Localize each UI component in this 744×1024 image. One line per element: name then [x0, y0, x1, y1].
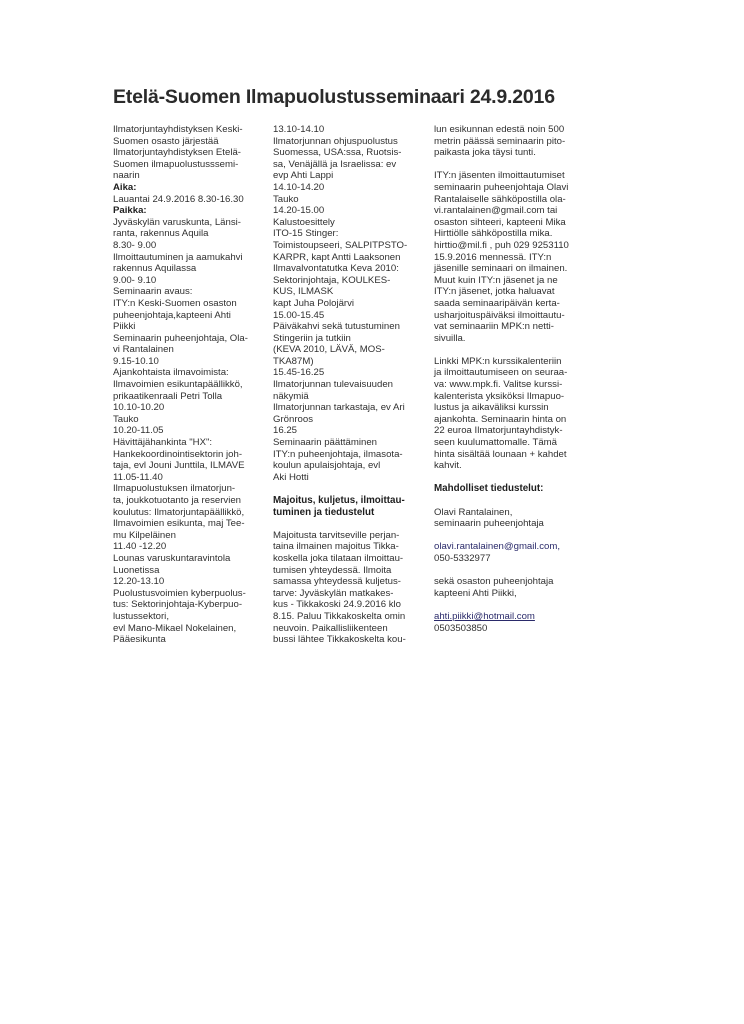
text-line: koulun apulaisjohtaja, evl: [273, 460, 381, 472]
text-line: Stingeriin ja tutkiin: [273, 332, 351, 344]
section-heading: tuminen ja tiedustelut: [273, 506, 375, 518]
text-line: rakennus Aquilassa: [113, 263, 197, 275]
text-line: 9.15-10.10: [113, 355, 159, 367]
text-line: Aki Hotti: [273, 471, 309, 483]
contact-intro: sekä osaston puheenjohtaja: [434, 576, 554, 588]
text-line: ITY:n puheenjohtaja, ilmasota-: [273, 448, 403, 460]
text-line: ja ilmoittautumiseen on seuraa-: [434, 367, 568, 379]
text-line: Ilmatorjunnan ohjuspuolustus: [273, 135, 398, 147]
text-line: 12.20-13.10: [113, 576, 165, 588]
text-line: Sektorinjohtaja, KOULKES-: [273, 274, 391, 286]
text-line: tus: Sektorinjohtaja-Kyberpuo-: [113, 599, 243, 611]
text-line: Linkki MPK:n kurssikalenteriin: [434, 355, 562, 367]
text-line: Ilmatorjuntayhdistyksen Keski-: [113, 124, 243, 135]
text-line: Tauko: [273, 193, 299, 205]
text-line: kus - Tikkakoski 24.9.2016 klo: [273, 599, 401, 611]
text-line: lun esikunnan edestä noin 500: [434, 124, 565, 135]
text-line: neuvoin. Paikallisliikenteen: [273, 622, 388, 634]
text-line: metrin päässä seminaarin pito-: [434, 135, 566, 147]
text-line: koulutus: Ilmatorjuntapäällikkö,: [113, 506, 245, 518]
text-line: evl Mano-Mikael Nokelainen,: [113, 622, 237, 634]
text-line: taina ilmainen majoitus Tikka-: [273, 541, 399, 553]
text-line: puheenjohtaja,kapteeni Ahti: [113, 309, 231, 321]
text-line: Ilmatorjunnan tarkastaja, ev Ari: [273, 402, 405, 414]
text-line: sa, Venäjällä ja Israelissa: ev: [273, 158, 397, 170]
text-line: samassa yhteydessä kuljetus-: [273, 576, 401, 588]
text-line: ITO-15 Stinger:: [273, 228, 339, 240]
text-line: Ilmatorjunnan tulevaisuuden: [273, 379, 394, 391]
text-line: Ilmavoimien esikunta, maj Tee-: [113, 518, 245, 530]
text-line: (KEVA 2010, LÄVÄ, MOS-: [273, 344, 385, 356]
contact-name: kapteeni Ahti Piikki,: [434, 587, 517, 599]
text-line: Suomen ilmapuolustusssemi-: [113, 158, 239, 170]
text-line: prikaatikenraali Petri Tolla: [113, 390, 223, 402]
text-line: paikasta joka täysi tunti.: [434, 147, 536, 159]
text-line: Hirttiölle sähköpostilla mika.: [434, 228, 553, 240]
text-line: Majoitusta tarvitseville perjan-: [273, 529, 400, 541]
text-line: Muut kuin ITY:n jäsenet ja ne: [434, 274, 558, 286]
text-line: tumisen yhteydessä. Ilmoita: [273, 564, 392, 576]
text-line: Tauko: [113, 413, 139, 425]
text-line: vi Rantalainen: [113, 344, 174, 356]
text-line: Ilmavalvontatutka Keva 2010:: [273, 263, 399, 275]
text-line: KUS, ILMASK: [273, 286, 334, 298]
text-line: Toimistoupseeri, SALPITPSTO-: [273, 239, 408, 251]
text-line: ITY:n Keski-Suomen osaston: [113, 297, 237, 309]
text-line: 11.40 -12.20: [113, 541, 167, 553]
text-line: evp Ahti Lappi: [273, 170, 334, 182]
text-line: naarin: [113, 170, 140, 182]
text-line: 11.05-11.40: [113, 471, 163, 483]
section-heading: Mahdolliset tiedustelut:: [434, 483, 544, 495]
text-line: va: www.mpk.fi. Valitse kurssi-: [434, 379, 563, 391]
text-line: seen kuulumattomalle. Tämä: [434, 437, 558, 449]
text-line: Piikki: [113, 321, 136, 333]
text-line: Ilmapuolustuksen ilmatorjun-: [113, 483, 236, 495]
text-line: KARPR, kapt Antti Laaksonen: [273, 251, 401, 263]
text-line: vat seminaariin MPK:n netti-: [434, 321, 554, 333]
text-line: 14.20-15.00: [273, 205, 325, 217]
text-line: lustussektori,: [113, 610, 169, 622]
label-aika: Aika:: [113, 181, 137, 193]
text-line: usharjoituspäiväksi ilmoittautu-: [434, 309, 565, 321]
text-line: sivuilla.: [434, 332, 466, 344]
text-line: kapt Juha Polojärvi: [273, 297, 355, 309]
contact-phone: 0503503850: [434, 622, 488, 634]
text-line: TKA87M): [273, 355, 314, 367]
section-heading: Majoitus, kuljetus, ilmoittau-: [273, 495, 405, 506]
text-line: bussi lähtee Tikkakoskelta kou-: [273, 634, 406, 646]
text-line: lustus ja aikaväliksi kurssin: [434, 402, 549, 414]
text-line: 16.25: [273, 425, 298, 437]
text-line: 15.45-16.25: [273, 367, 325, 379]
text-line: Ilmoittautuminen ja aamukahvi: [113, 251, 243, 263]
contact-phone: 050-5332977: [434, 552, 491, 564]
text-line: Suomen osasto järjestää: [113, 135, 219, 147]
text-line: Lauantai 24.9.2016 8.30-16.30: [113, 193, 244, 205]
text-line: näkymiä: [273, 390, 309, 402]
text-line: osaston sihteeri, kapteeni Mika: [434, 216, 566, 228]
text-line: 22 euroa Ilmatorjuntayhdistyk-: [434, 425, 563, 437]
text-line: Puolustusvoimien kyberpuolus-: [113, 587, 246, 599]
text-line: Ilmatorjuntayhdistyksen Etelä-: [113, 147, 241, 159]
text-line: tarve: Jyväskylän matkakes-: [273, 587, 394, 599]
text-line: 8.30- 9.00: [113, 239, 157, 251]
text-line: Ajankohtaista ilmavoimista:: [113, 367, 229, 379]
text-line: vi.rantalainen@gmail.com tai: [434, 205, 558, 217]
contact-role: seminaarin puheenjohtaja: [434, 518, 544, 530]
text-line: Seminaarin avaus:: [113, 286, 193, 298]
text-line: Jyväskylän varuskunta, Länsi-: [113, 216, 241, 228]
text-line: Lounas varuskuntaravintola: [113, 552, 231, 564]
label-paikka: Paikka:: [113, 205, 147, 217]
text-line: kalenterista yksiköksi Ilmapuo-: [434, 390, 565, 402]
text-line: ranta, rakennus Aquila: [113, 228, 209, 240]
text-line: ajankohta. Seminaarin hinta on: [434, 413, 567, 425]
text-line: hinta sisältää lounaan + kahdet: [434, 448, 567, 460]
text-line: 10.10-10.20: [113, 402, 165, 414]
article-title: Etelä-Suomen Ilmapuolustusseminaari 24.9.2016: [113, 86, 555, 108]
text-line: kahvit.: [434, 460, 462, 472]
text-line: ta, joukkotuotanto ja reservien: [113, 495, 241, 506]
text-line: saada seminaaripäivän kerta-: [434, 297, 560, 309]
text-line: 10.20-11.05: [113, 425, 164, 437]
text-line: ITY:n jäsenten ilmoittautumiset: [434, 170, 565, 182]
text-line: Kalustoesittely: [273, 216, 335, 228]
text-line: Luonetissa: [113, 564, 160, 576]
contact-name: Olavi Rantalainen,: [434, 506, 513, 518]
text-line: Päiväkahvi sekä tutustuminen: [273, 321, 400, 333]
text-line: Hankekoordinointisektorin joh-: [113, 448, 243, 460]
text-line: jäsenille seminaari on ilmainen.: [434, 263, 568, 275]
text-line: Seminaarin päättäminen: [273, 437, 377, 449]
text-line: 8.15. Paluu Tikkakoskelta omin: [273, 610, 406, 622]
text-line: hirttio@mil.fi , puh 029 9253110: [434, 239, 569, 251]
text-line: seminaarin puheenjohtaja Olavi: [434, 181, 569, 193]
contact-email[interactable]: ahti.piikki@hotmail.com: [434, 610, 535, 622]
text-line: 15.00-15.45: [273, 309, 325, 321]
text-line: Rantalaiselle sähköpostilla ola-: [434, 193, 566, 205]
text-line: Grönroos: [273, 413, 313, 425]
text-line: Pääesikunta: [113, 634, 166, 646]
text-line: Ilmavoimien esikuntapäällikkö,: [113, 379, 243, 391]
text-line: 13.10-14.10: [273, 124, 325, 135]
text-line: 14.10-14.20: [273, 181, 325, 193]
text-line: taja, evl Jouni Junttila, ILMAVE: [113, 460, 245, 472]
text-line: Hävittäjähankinta "HX":: [113, 437, 213, 449]
column-2: [273, 124, 423, 646]
text-line: koskella joka tilataan ilmoittau-: [273, 552, 404, 564]
text-line: ITY:n jäsenet, jotka haluavat: [434, 286, 555, 298]
text-line: Suomessa, USA:ssa, Ruotsis-: [273, 147, 402, 159]
text-line: 9.00- 9.10: [113, 274, 157, 286]
column-3: [434, 124, 594, 634]
text-line: 15.9.2016 mennessä. ITY:n: [434, 251, 552, 263]
text-line: mu Kilpeläinen: [113, 529, 176, 541]
column-1: [113, 124, 263, 646]
text-line: Seminaarin puheenjohtaja, Ola-: [113, 332, 248, 344]
contact-email[interactable]: olavi.rantalainen@gmail.com,: [434, 541, 560, 553]
